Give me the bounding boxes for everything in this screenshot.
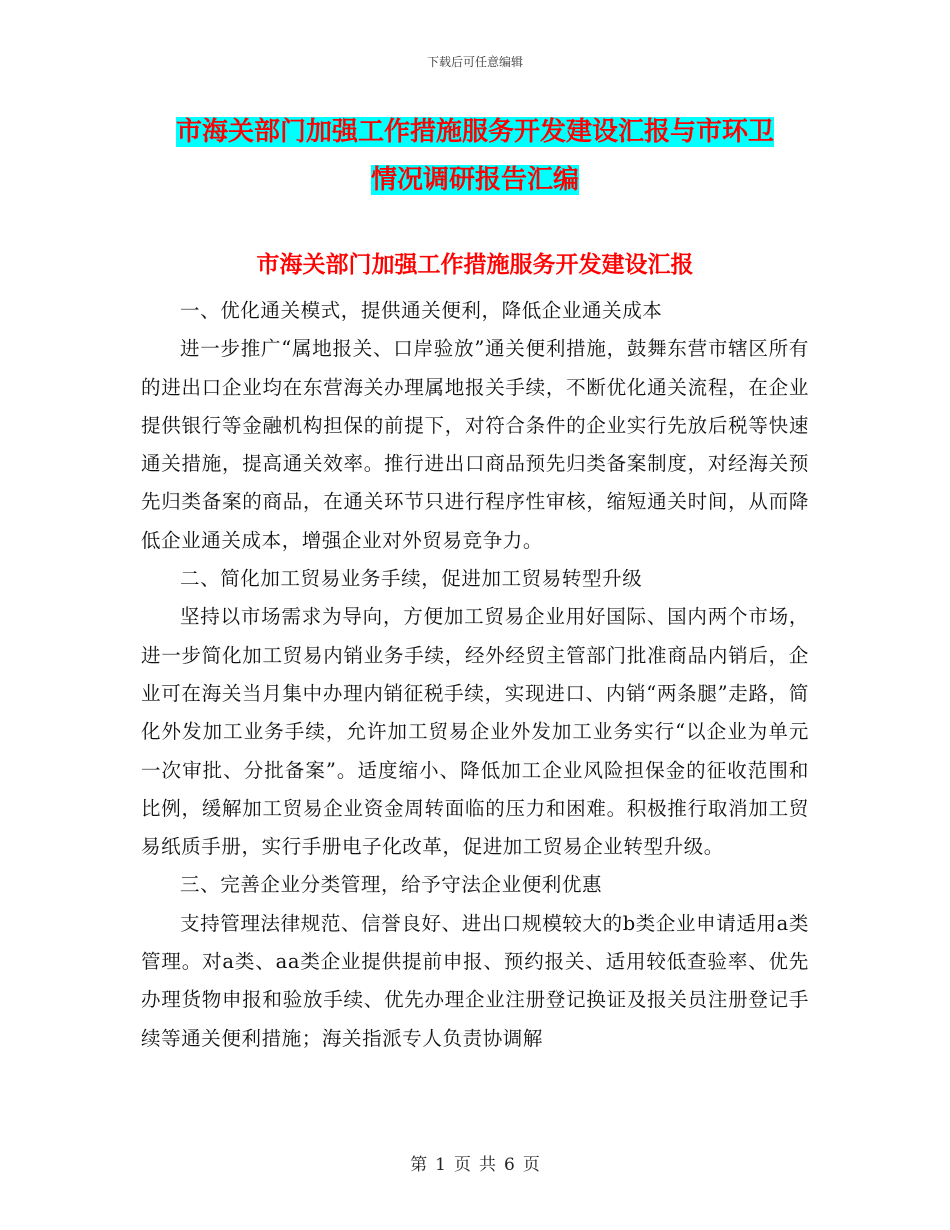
footer-total-unit: 页: [522, 1155, 540, 1175]
document-title-line-2: 情况调研报告汇编: [370, 165, 579, 195]
document-title: [140, 108, 810, 204]
heading-1: 一、优化通关模式，提供通关便利，降低企业通关成本: [180, 299, 663, 322]
document-title-line-1: 市海关部门加强工作措施服务开发建设汇报与市环卫: [175, 117, 774, 147]
total-page-count: 6: [504, 1155, 515, 1175]
current-page-number: 1: [435, 1155, 446, 1175]
heading-2: 二、简化加工贸易业务手续，促进加工贸易转型升级: [180, 567, 643, 591]
page-footer: [0, 1150, 950, 1175]
footer-total-prefix: 共: [479, 1155, 496, 1175]
body-text: [141, 292, 809, 1058]
footer-prefix: 第: [410, 1155, 428, 1175]
heading-3: 三、完善企业分类管理，给予守法企业便利优惠: [180, 873, 603, 897]
footer-page-unit: 页: [454, 1155, 471, 1175]
header-note: 下载后可任意编辑: [426, 55, 523, 69]
paragraph-2: 坚持以市场需求为导向，方便加工贸易企业用好国际、国内两个市场，进一步简化加工贸易内销业务手续，经外经贸主管部门批准商品内销后，企业可在海关当月集中办理内销征税手续，实现进口、内销“两条腿”走路，简化外发加工业务手续，允许加工贸易企业外发加工业务实行“以企业为单元一次审批、分批备案”。适度缩小、降低加工企业风险担保金的征收范围和比例，缓解加工贸易企业资金周转面临的压力和困难。积极推行取消加工贸易纸质手册，实行手册电子化改革，促进加工贸易企业转型升级。: [141, 605, 809, 859]
paragraph-1: 进一步推广“属地报关、口岸验放”通关便利措施，鼓舞东营市辖区所有的进出口企业均在东营海关办理属地报关手续，不断优化通关流程，在企业提供银行等金融机构担保的前提下，对符合条件的企业实行先放后税等快速通关措施，提高通关效率。推行进出口商品预先归类备案制度，对经海关预先归类备案的商品，在通关环节只进行程序性审核，缩短通关时间，从而降低企业通关成本，增强企业对外贸易竞争力。: [141, 337, 809, 552]
paragraph-3: 支持管理法律规范、信誉良好、进出口规模较大的b类企业申请适用a类管理。对a类、aa类企业提供提前申报、预约报关、适用较低查验率、优先办理货物申报和验放手续、优先办理企业注册登记换证及报关员注册登记手续等通关便利措施；海关指派专人负责协调解: [141, 911, 809, 1050]
section-title: 市海关部门加强工作措施服务开发建设汇报: [256, 252, 694, 278]
